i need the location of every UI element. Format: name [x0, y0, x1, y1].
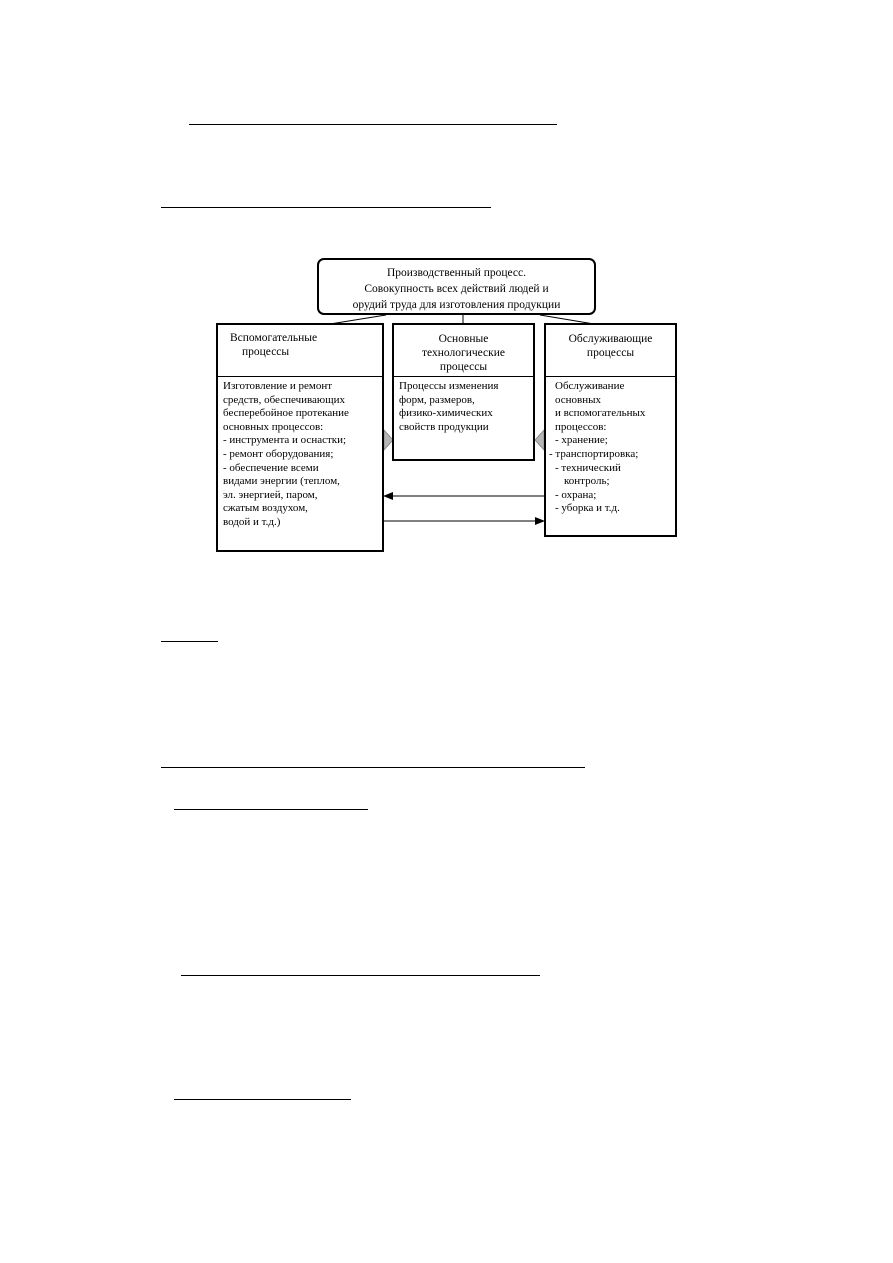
auxiliary-body-line: - обеспечение всеми	[223, 461, 319, 474]
auxiliary-body-line: водой и т.д.)	[223, 515, 281, 528]
servicing-body-line: - уборка и т.д.	[555, 502, 620, 515]
auxiliary-body-line: средств, обеспечивающих	[223, 393, 346, 406]
main-body-line: форм, размеров,	[399, 393, 475, 406]
servicing-processes-header	[546, 325, 675, 377]
auxiliary-body-line: видами энергии (теплом,	[223, 475, 340, 488]
servicing-body-line: процессов:	[555, 420, 607, 433]
production-process-box	[317, 258, 596, 315]
auxiliary-body-line: сжатым воздухом,	[223, 502, 308, 515]
servicing-processes-box	[544, 323, 677, 537]
auxiliary-body-line: основных процессов:	[223, 420, 324, 433]
servicing-body-line: - охрана;	[555, 488, 597, 501]
auxiliary-body-line: - инструмента и оснастки;	[223, 434, 347, 447]
servicing-body-line: контроль;	[564, 475, 610, 488]
servicing-body-line: и вспомогательных	[555, 407, 646, 420]
auxiliary-processes-box	[216, 323, 384, 552]
main-processes-box	[392, 323, 535, 461]
servicing-body-line: основных	[555, 393, 602, 406]
auxiliary-processes-body	[218, 380, 382, 530]
servicing-body-line: Обслуживание	[555, 380, 625, 392]
production-process-line-3: орудий труда для изготовления продукции	[352, 299, 561, 311]
auxiliary-body-line: бесперебойное протекание	[223, 407, 349, 420]
main-title-line-2: технологические	[422, 347, 505, 359]
main-title-line-3: процессы	[439, 361, 488, 373]
auxiliary-body-line: - ремонт оборудования;	[223, 447, 334, 460]
production-process-line-1: Производственный процесс.	[386, 267, 527, 279]
servicing-title-line-2: процессы	[586, 347, 635, 359]
auxiliary-title-line-2: процессы	[242, 346, 290, 358]
main-body-line: Процессы изменения	[399, 380, 499, 392]
main-title-line-1: Основные	[438, 333, 489, 345]
auxiliary-body-line: эл. энергией, паром,	[223, 488, 318, 501]
auxiliary-processes-header	[218, 325, 382, 377]
servicing-body-line: - транспортировка;	[549, 447, 639, 460]
main-processes-body	[394, 380, 533, 434]
main-body-line: свойств продукции	[399, 420, 489, 433]
servicing-processes-body	[546, 380, 675, 516]
side-arrow-right	[535, 430, 544, 450]
main-body-line: физико-химических	[399, 407, 493, 420]
servicing-body-line: - технический	[555, 461, 621, 474]
servicing-body-line: - хранение;	[555, 434, 608, 447]
main-processes-header	[394, 325, 533, 377]
auxiliary-title-line-1: Вспомогательные	[230, 332, 318, 344]
production-process-line-2: Совокупность всех действий людей и	[364, 283, 549, 295]
servicing-title-line-1: Обслуживающие	[568, 333, 653, 345]
auxiliary-body-line: Изготовление и ремонт	[223, 380, 333, 392]
